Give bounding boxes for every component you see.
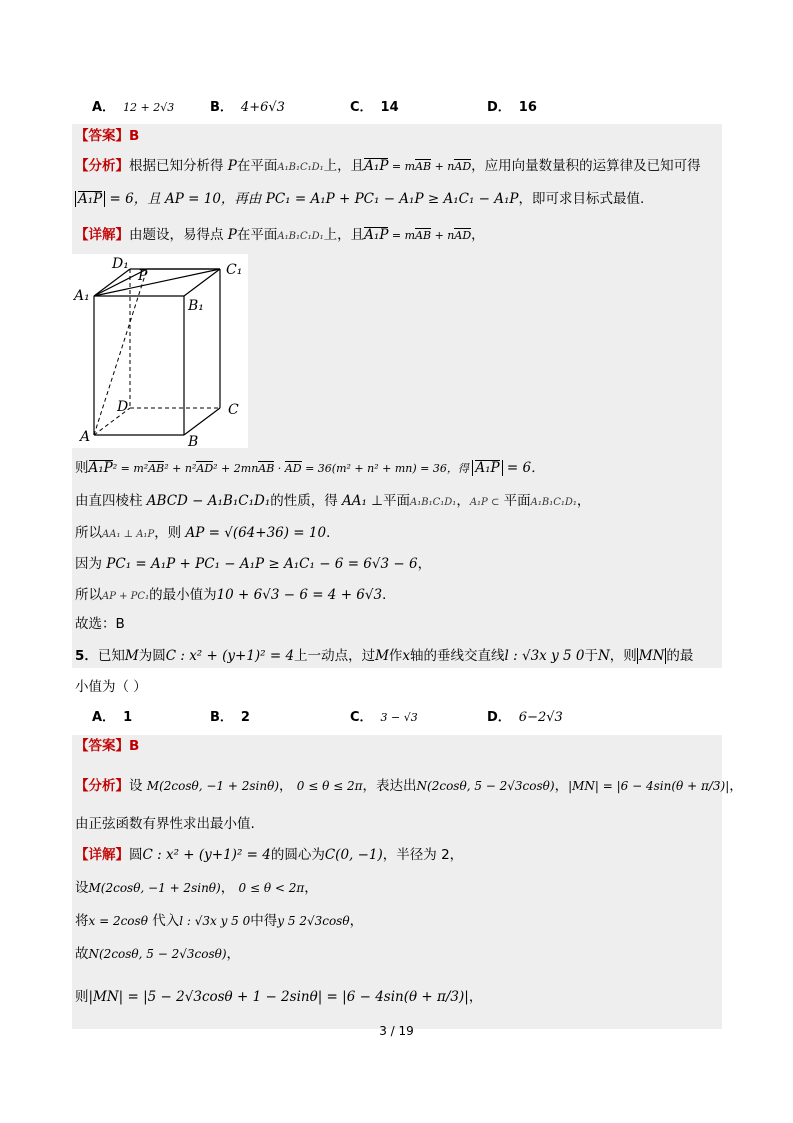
q5-answer: 【答案】B [75, 738, 140, 754]
q4-step2: 由直四棱柱 ABCD − A₁B₁C₁D₁的性质，得 AA₁ ⊥平面A₁B₁C₁D₁，A₁P ⊂ 平面A₁B₁C₁D₁， [75, 493, 591, 509]
q4-step5: 所以AP + PC₁的最小值为10 + 6√3 − 6 = 4 + 6√3． [75, 587, 396, 603]
q4-detail-line1: 【详解】由题设，易得点 P在平面A₁B₁C₁D₁上，且A₁P = mAB + nAD， [75, 227, 485, 243]
q5-detail-line2: 设M(2cosθ, −1 + 2sinθ)， 0 ≤ θ < 2π， [75, 880, 318, 896]
q4-step1: 则A₁P² = m²AB² + n²AD² + 2mnAB · AD = 36(m² + n² + mn) = 36，得 A₁P = 6． [75, 460, 545, 476]
label-d: D [117, 399, 129, 415]
label-b: B [188, 434, 199, 448]
q5-analysis-line1: 【分析】设 M(2cosθ, −1 + 2sinθ)， 0 ≤ θ ≤ 2π，表达出N(2cosθ, 5 − 2√3cosθ)，|MN| = |6 − 4sin(θ + π/3)|， [75, 778, 743, 794]
q4-option-d[interactable]: D． 16 [487, 100, 537, 115]
label-a1: A₁ [74, 288, 90, 304]
q5-option-a[interactable]: A． 1 [92, 710, 133, 725]
q5-option-c[interactable]: C． 3 − √3 [350, 710, 418, 725]
q5-option-b[interactable]: B． 2 [210, 710, 250, 725]
q5-detail-line3: 将x = 2cosθ 代入l : √3x y 5 0中得y 5 2√3cosθ， [75, 913, 364, 929]
label-p: P [138, 268, 148, 284]
q4-step4: 因为 PC₁ = A₁P + PC₁ − A₁P ≥ A₁C₁ − 6 = 6√3 − 6， [75, 556, 432, 572]
q4-analysis-line2: A₁P = 6，且 AP = 10，再由 PC₁ = A₁P + PC₁ − A₁P ≥ A₁C₁ − A₁P，即可求目标式最值. [75, 190, 644, 208]
figure-right-blank [248, 254, 722, 448]
q4-step3: 所以AA₁ ⊥ A₁P，则 AP = √(64+36) = 10． [75, 525, 340, 541]
q4-answer: 【答案】B [75, 128, 140, 144]
label-c: C [228, 402, 239, 418]
q4-option-b[interactable]: B． 4+6√3 [210, 100, 285, 115]
q5-detail-line5: 则|MN| = |5 − 2√3cosθ + 1 − 2sinθ| = |6 − 4sin(θ + π/3)|， [75, 989, 483, 1005]
q5-detail-line1: 【详解】圆C : x² + (y+1)² = 4的圆心为C(0, −1)，半径为 2， [75, 847, 464, 863]
label-c1: C₁ [226, 262, 243, 278]
label-a: A [80, 429, 91, 445]
q4-step6: 故选：B [75, 616, 125, 632]
q5-option-d[interactable]: D． 6−2√3 [487, 710, 563, 725]
q4-option-a[interactable]: A． 12 + 2√3 [92, 100, 175, 115]
q4-option-c[interactable]: C． 14 [350, 100, 399, 115]
q5-detail-line4: 故N(2cosθ, 5 − 2√3cosθ)， [75, 946, 241, 962]
label-d1: D₁ [112, 256, 129, 272]
q4-analysis-line1: 【分析】根据已知分析得 P在平面A₁B₁C₁D₁上，且A₁P = mAB + nAD，应用向量数量积的运算律及已知可得 [75, 158, 701, 174]
q5-question-line1: 5．已知M为圆C : x² + (y+1)² = 4上一动点，过M作x轴的垂线交直线l : √3x y 5 0于N，则 MN 的最 [75, 648, 694, 664]
q5-question-line2: 小值为（ ） [75, 679, 147, 695]
prism-figure [72, 254, 248, 448]
q5-analysis-line2: 由正弦函数有界性求出最小值. [75, 816, 255, 832]
page-number: 3 / 19 [379, 1024, 414, 1038]
label-b1: B₁ [188, 298, 204, 314]
